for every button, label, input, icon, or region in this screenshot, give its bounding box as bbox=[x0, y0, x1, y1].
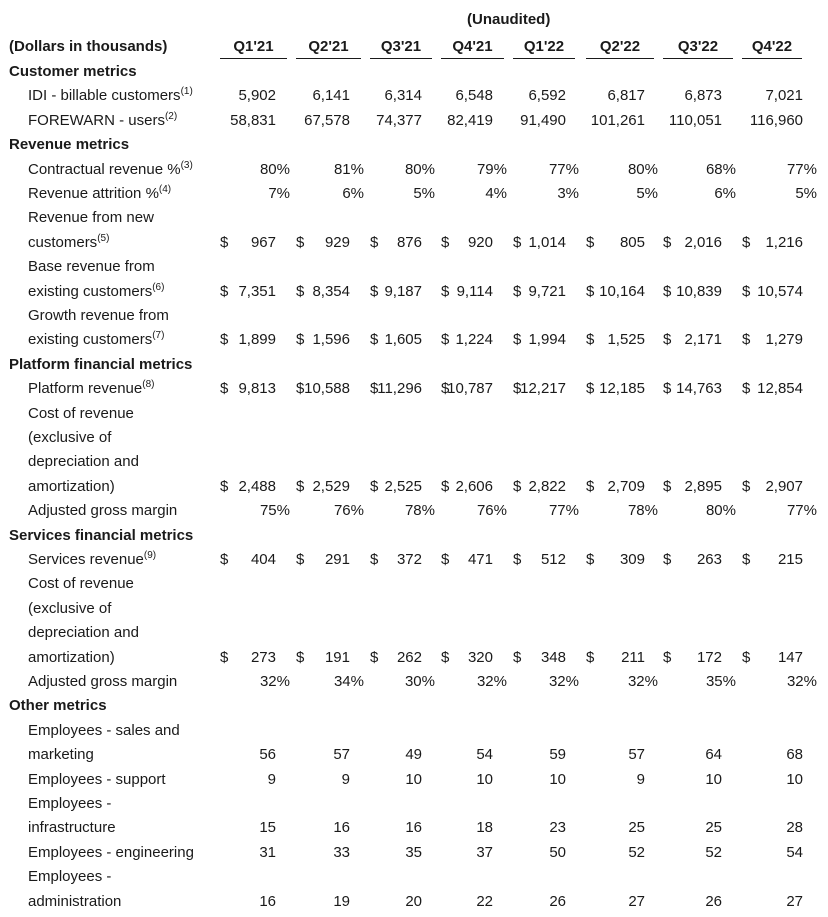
table-cell: 320 bbox=[467, 648, 493, 666]
table-cell: 263 bbox=[696, 551, 722, 568]
table-cell: 9,187 bbox=[384, 282, 422, 300]
table-cell: 76% bbox=[333, 502, 364, 520]
row-label: Employees - bbox=[28, 795, 112, 812]
table-cell: 6% bbox=[342, 185, 364, 202]
table-cell: 10,164 bbox=[599, 282, 645, 300]
table-cell: 8,354 bbox=[312, 282, 350, 300]
dollar-sign: $ bbox=[742, 477, 751, 495]
table-cell: 6,592 bbox=[528, 87, 566, 105]
table-cell: 1,525 bbox=[607, 331, 645, 349]
footnote-marker: (8) bbox=[142, 379, 155, 391]
section-title: Other metrics bbox=[9, 697, 107, 715]
section-title: Customer metrics bbox=[9, 63, 137, 80]
row-label: marketing bbox=[28, 746, 94, 764]
table-cell: 1,605 bbox=[384, 331, 422, 349]
dollar-sign: $ bbox=[513, 477, 522, 495]
table-cell: 10,787 bbox=[447, 380, 493, 398]
row-label: Employees - support bbox=[28, 770, 166, 788]
table-cell: 54 bbox=[476, 746, 493, 764]
dollar-sign: $ bbox=[663, 233, 672, 251]
table-cell: 20 bbox=[405, 892, 422, 910]
row-label: depreciation and bbox=[28, 624, 139, 642]
table-cell: 25 bbox=[705, 819, 722, 837]
table-cell: 28 bbox=[786, 819, 803, 837]
table-cell: 27 bbox=[786, 892, 803, 910]
footnote-marker: (1) bbox=[180, 86, 193, 98]
table-cell: 10 bbox=[476, 770, 493, 788]
row-label bbox=[28, 551, 156, 568]
footnote-marker: (5) bbox=[97, 232, 110, 244]
table-cell: 64 bbox=[705, 746, 722, 764]
table-cell: 147 bbox=[777, 648, 803, 666]
quarter-header: Q4'21 bbox=[452, 38, 493, 55]
header-underline bbox=[513, 58, 575, 59]
dollar-sign: $ bbox=[296, 331, 305, 349]
row-label: Adjusted gross margin bbox=[28, 502, 178, 520]
table-cell: 58,831 bbox=[230, 111, 276, 129]
table-cell: 35% bbox=[705, 673, 736, 690]
row-label bbox=[28, 112, 177, 129]
dollar-sign: $ bbox=[586, 233, 595, 251]
header-underline bbox=[663, 58, 733, 59]
table-cell: 57 bbox=[333, 746, 350, 764]
table-cell: 372 bbox=[396, 551, 422, 568]
dollar-sign: $ bbox=[742, 380, 751, 398]
table-cell: 15 bbox=[259, 819, 276, 837]
dollar-sign: $ bbox=[296, 282, 305, 300]
table-cell: 7,351 bbox=[238, 282, 276, 300]
table-cell: 6,548 bbox=[455, 87, 493, 105]
dollar-sign: $ bbox=[220, 551, 229, 568]
table-cell: 2,907 bbox=[765, 477, 803, 495]
dollar-sign: $ bbox=[513, 233, 522, 251]
dollar-sign: $ bbox=[220, 477, 229, 495]
table-cell: 32% bbox=[259, 673, 290, 690]
table-cell: 404 bbox=[250, 551, 276, 568]
table-cell: 10 bbox=[705, 770, 722, 788]
row-label bbox=[28, 161, 193, 178]
table-cell: 348 bbox=[540, 648, 566, 666]
table-cell: 18 bbox=[476, 819, 493, 837]
dollar-sign: $ bbox=[586, 380, 595, 398]
table-cell: 10 bbox=[786, 770, 803, 788]
row-label: depreciation and bbox=[28, 453, 139, 471]
dollar-sign: $ bbox=[586, 282, 595, 300]
table-cell: 471 bbox=[467, 551, 493, 568]
table-cell: 37 bbox=[476, 843, 493, 861]
footnote-marker: (2) bbox=[164, 110, 178, 122]
table-cell: 215 bbox=[777, 551, 803, 568]
table-cell: 191 bbox=[324, 648, 350, 666]
table-cell: 26 bbox=[705, 892, 722, 910]
quarter-header: Q4'22 bbox=[751, 38, 793, 55]
table-cell: 512 bbox=[540, 551, 566, 568]
quarter-header: Q3'22 bbox=[677, 38, 719, 55]
table-cell: 9,813 bbox=[238, 380, 276, 398]
table-cell: 805 bbox=[619, 233, 645, 251]
table-cell: 67,578 bbox=[304, 111, 350, 129]
dollar-sign: $ bbox=[441, 477, 450, 495]
table-cell: 80% bbox=[404, 160, 435, 178]
table-cell: 273 bbox=[250, 648, 276, 666]
table-cell: 967 bbox=[250, 233, 276, 251]
table-cell: 81% bbox=[333, 160, 364, 178]
table-cell: 9 bbox=[636, 770, 645, 788]
table-cell: 2,529 bbox=[312, 477, 350, 495]
row-label: administration bbox=[28, 892, 122, 910]
table-cell: 1,279 bbox=[765, 331, 803, 349]
table-cell: 32% bbox=[476, 673, 507, 690]
dollar-sign: $ bbox=[742, 331, 751, 349]
dollar-sign: $ bbox=[370, 477, 379, 495]
table-cell: 10,839 bbox=[676, 282, 722, 300]
table-cell: 80% bbox=[627, 160, 658, 178]
table-cell: 12,854 bbox=[757, 380, 803, 398]
table-cell: 2,709 bbox=[607, 477, 645, 495]
row-label-text: Contractual revenue % bbox=[28, 160, 181, 178]
table-cell: 9 bbox=[267, 770, 276, 788]
table-cell: 26 bbox=[549, 892, 566, 910]
footnote-marker: (7) bbox=[152, 330, 165, 342]
table-cell: 1,899 bbox=[238, 331, 276, 349]
table-cell: 16 bbox=[333, 819, 350, 837]
footnote-marker: (3) bbox=[180, 159, 193, 171]
table-cell: 9,114 bbox=[456, 282, 493, 300]
dollar-sign: $ bbox=[586, 648, 595, 666]
table-cell: 3% bbox=[557, 185, 579, 202]
dollar-sign: $ bbox=[663, 648, 672, 666]
dollar-sign: $ bbox=[296, 380, 305, 398]
table-cell: 14,763 bbox=[676, 380, 722, 398]
table-cell: 79% bbox=[476, 160, 507, 178]
section-title: Services financial metrics bbox=[9, 526, 194, 544]
header-underline bbox=[742, 58, 802, 59]
table-cell: 262 bbox=[396, 648, 422, 666]
row-label bbox=[28, 185, 171, 202]
dollar-sign: $ bbox=[220, 331, 229, 349]
table-cell: 91,490 bbox=[520, 111, 566, 129]
row-label bbox=[28, 380, 154, 397]
section-title: Platform financial metrics bbox=[9, 355, 193, 373]
header-underline bbox=[441, 58, 504, 59]
row-label: Employees - engineering bbox=[28, 843, 194, 861]
table-cell: 5% bbox=[413, 185, 435, 202]
footnote-marker: (9) bbox=[143, 550, 157, 561]
dollar-sign: $ bbox=[586, 551, 595, 568]
table-cell: 2,488 bbox=[238, 477, 276, 495]
row-label: Employees - bbox=[28, 868, 112, 886]
dollar-sign: $ bbox=[742, 233, 751, 251]
dollar-sign: $ bbox=[586, 477, 595, 495]
table-cell: 35 bbox=[405, 843, 422, 861]
row-label: infrastructure bbox=[28, 819, 116, 837]
dollar-sign: $ bbox=[370, 331, 379, 349]
table-cell: 6,314 bbox=[384, 87, 422, 105]
table-cell: 5% bbox=[636, 185, 658, 202]
table-cell: 50 bbox=[549, 843, 566, 861]
dollar-sign: $ bbox=[586, 331, 595, 349]
row-label-text: IDI - billable customers bbox=[28, 87, 181, 105]
dollar-sign: $ bbox=[513, 648, 522, 666]
table-cell: 52 bbox=[628, 843, 645, 861]
table-cell: 1,596 bbox=[312, 331, 350, 349]
table-cell: 22 bbox=[476, 892, 493, 910]
dollar-sign: $ bbox=[296, 477, 305, 495]
table-cell: 34% bbox=[333, 673, 364, 690]
table-cell: 10,588 bbox=[304, 380, 350, 398]
table-cell: 32% bbox=[786, 673, 817, 690]
row-label: Employees - sales and bbox=[28, 721, 180, 739]
table-cell: 77% bbox=[548, 502, 579, 520]
table-cell: 2,525 bbox=[384, 477, 422, 495]
table-cell: 56 bbox=[259, 746, 276, 764]
footnote-marker: (4) bbox=[158, 184, 172, 195]
dollar-sign: $ bbox=[742, 282, 751, 300]
row-label-text: Services revenue bbox=[28, 551, 144, 568]
row-label bbox=[28, 234, 109, 251]
table-cell: 68 bbox=[786, 746, 803, 764]
table-cell: 52 bbox=[705, 843, 722, 861]
table-cell: 74,377 bbox=[376, 111, 422, 129]
dollar-sign: $ bbox=[513, 380, 522, 398]
quarter-header: Q2'21 bbox=[308, 38, 349, 55]
table-cell: 2,895 bbox=[684, 477, 722, 495]
dollar-sign: $ bbox=[441, 380, 450, 398]
table-cell: 211 bbox=[621, 648, 645, 666]
table-cell: 76% bbox=[476, 502, 507, 520]
table-cell: 49 bbox=[405, 746, 422, 764]
row-label: (exclusive of bbox=[28, 429, 112, 446]
table-cell: 1,224 bbox=[455, 331, 493, 349]
row-label: (exclusive of bbox=[28, 599, 112, 617]
dollar-sign: $ bbox=[663, 477, 672, 495]
dollar-sign: $ bbox=[296, 648, 305, 666]
table-cell: 4% bbox=[485, 185, 507, 202]
dollar-sign: $ bbox=[663, 380, 672, 398]
row-label bbox=[28, 331, 164, 348]
dollar-sign: $ bbox=[513, 551, 522, 568]
table-cell: 2,822 bbox=[528, 477, 566, 495]
table-cell: 80% bbox=[259, 160, 290, 178]
header-underline bbox=[296, 58, 361, 59]
table-cell: 920 bbox=[467, 233, 493, 251]
table-cell: 7,021 bbox=[765, 87, 803, 105]
quarter-header: Q1'22 bbox=[523, 38, 565, 55]
table-cell: 77% bbox=[548, 160, 579, 178]
row-label: amortization) bbox=[28, 648, 115, 666]
table-cell: 1,994 bbox=[528, 331, 566, 349]
table-cell: 5% bbox=[795, 185, 817, 202]
dollar-sign: $ bbox=[513, 282, 522, 300]
dollar-sign: $ bbox=[370, 233, 379, 251]
table-cell: 9 bbox=[341, 770, 350, 788]
table-cell: 32% bbox=[548, 673, 579, 690]
row-label bbox=[28, 87, 193, 104]
row-label-text: Platform revenue bbox=[28, 380, 143, 398]
row-label-text: existing customers bbox=[28, 331, 153, 349]
table-cell: 16 bbox=[405, 819, 422, 837]
table-cell: 75% bbox=[259, 502, 290, 520]
table-cell: 116,960 bbox=[749, 111, 803, 129]
dollar-sign: $ bbox=[220, 233, 229, 251]
table-cell: 57 bbox=[628, 746, 645, 764]
table-cell: 929 bbox=[324, 233, 350, 251]
table-cell: 77% bbox=[786, 502, 817, 520]
dollar-sign: $ bbox=[663, 331, 672, 349]
row-label-text: customers bbox=[28, 233, 98, 251]
dollar-sign: $ bbox=[441, 282, 450, 300]
table-cell: 27 bbox=[628, 892, 645, 910]
table-cell: 1,216 bbox=[765, 233, 803, 251]
table-cell: 16 bbox=[259, 892, 276, 910]
dollar-sign: $ bbox=[296, 233, 305, 251]
dollar-sign: $ bbox=[370, 648, 379, 666]
footnote-marker: (6) bbox=[152, 281, 165, 293]
table-cell: 54 bbox=[786, 843, 803, 861]
table-cell: 59 bbox=[549, 746, 566, 764]
dollar-sign: $ bbox=[663, 551, 672, 568]
table-cell: 33 bbox=[333, 843, 350, 861]
table-cell: 77% bbox=[786, 160, 817, 178]
dollar-sign: $ bbox=[441, 648, 450, 666]
dollar-sign: $ bbox=[370, 551, 379, 568]
table-cell: 291 bbox=[324, 551, 350, 568]
table-cell: 7% bbox=[268, 185, 290, 202]
section-title: Revenue metrics bbox=[9, 136, 130, 154]
table-cell: 31 bbox=[259, 843, 276, 861]
dollar-sign: $ bbox=[513, 331, 522, 349]
table-cell: 78% bbox=[404, 502, 435, 520]
dollar-sign: $ bbox=[742, 648, 751, 666]
table-cell: 12,185 bbox=[599, 380, 645, 398]
table-cell: 10,574 bbox=[757, 282, 803, 300]
header-underline bbox=[586, 58, 654, 59]
table-cell: 876 bbox=[396, 233, 422, 251]
dollar-sign: $ bbox=[441, 233, 450, 251]
table-cell: 11,296 bbox=[377, 380, 422, 398]
table-cell: 6,873 bbox=[684, 87, 722, 105]
row-label-text: Revenue attrition % bbox=[28, 185, 159, 202]
table-cell: 12,217 bbox=[520, 380, 566, 398]
table-cell: 82,419 bbox=[447, 111, 493, 129]
table-cell: 10 bbox=[405, 770, 422, 788]
row-label-text: FOREWARN - users bbox=[28, 111, 165, 129]
header-underline bbox=[220, 58, 287, 59]
table-cell: 32% bbox=[627, 673, 658, 690]
quarter-header: Q1'21 bbox=[233, 38, 274, 55]
table-cell: 309 bbox=[619, 551, 645, 568]
table-cell: 2,016 bbox=[684, 233, 722, 251]
dollar-sign: $ bbox=[370, 380, 379, 398]
row-label-text: existing customers bbox=[28, 282, 153, 300]
row-label: Revenue from new bbox=[28, 209, 154, 227]
row-label bbox=[28, 283, 164, 300]
dollar-sign: $ bbox=[370, 282, 379, 300]
quarter-header: Q2'22 bbox=[599, 38, 641, 55]
table-cell: 10 bbox=[549, 770, 566, 788]
table-cell: 9,721 bbox=[528, 282, 566, 300]
table-cell: 101,261 bbox=[590, 111, 645, 129]
units-heading: (Dollars in thousands) bbox=[9, 38, 168, 55]
table-cell: 1,014 bbox=[528, 233, 566, 251]
dollar-sign: $ bbox=[441, 331, 450, 349]
dollar-sign: $ bbox=[441, 551, 450, 568]
table-cell: 6% bbox=[714, 185, 736, 202]
dollar-sign: $ bbox=[220, 282, 229, 300]
row-label: Adjusted gross margin bbox=[28, 673, 178, 690]
table-cell: 172 bbox=[696, 648, 722, 666]
table-cell: 30% bbox=[404, 673, 435, 690]
table-cell: 23 bbox=[549, 819, 566, 837]
dollar-sign: $ bbox=[220, 648, 229, 666]
header-underline bbox=[370, 58, 432, 59]
table-cell: 68% bbox=[705, 160, 736, 178]
quarter-header: Q3'21 bbox=[380, 38, 422, 55]
table-cell: 2,606 bbox=[455, 477, 493, 495]
row-label: Cost of revenue bbox=[28, 404, 134, 422]
dollar-sign: $ bbox=[663, 282, 672, 300]
dollar-sign: $ bbox=[220, 380, 229, 398]
table-cell: 110,051 bbox=[668, 111, 722, 129]
row-label: Base revenue from bbox=[28, 258, 155, 276]
table-cell: 5,902 bbox=[238, 87, 276, 105]
unaudited-heading: (Unaudited) bbox=[467, 11, 551, 28]
row-label: Cost of revenue bbox=[28, 575, 134, 593]
dollar-sign: $ bbox=[296, 551, 305, 568]
table-cell: 25 bbox=[628, 819, 645, 837]
dollar-sign: $ bbox=[742, 551, 751, 568]
table-cell: 2,171 bbox=[684, 331, 722, 349]
row-label: Growth revenue from bbox=[28, 307, 169, 324]
table-cell: 6,141 bbox=[312, 87, 350, 105]
table-cell: 78% bbox=[627, 502, 658, 520]
table-cell: 80% bbox=[705, 502, 736, 520]
table-cell: 6,817 bbox=[607, 87, 645, 105]
table-cell: 19 bbox=[333, 892, 350, 910]
row-label: amortization) bbox=[28, 477, 115, 495]
